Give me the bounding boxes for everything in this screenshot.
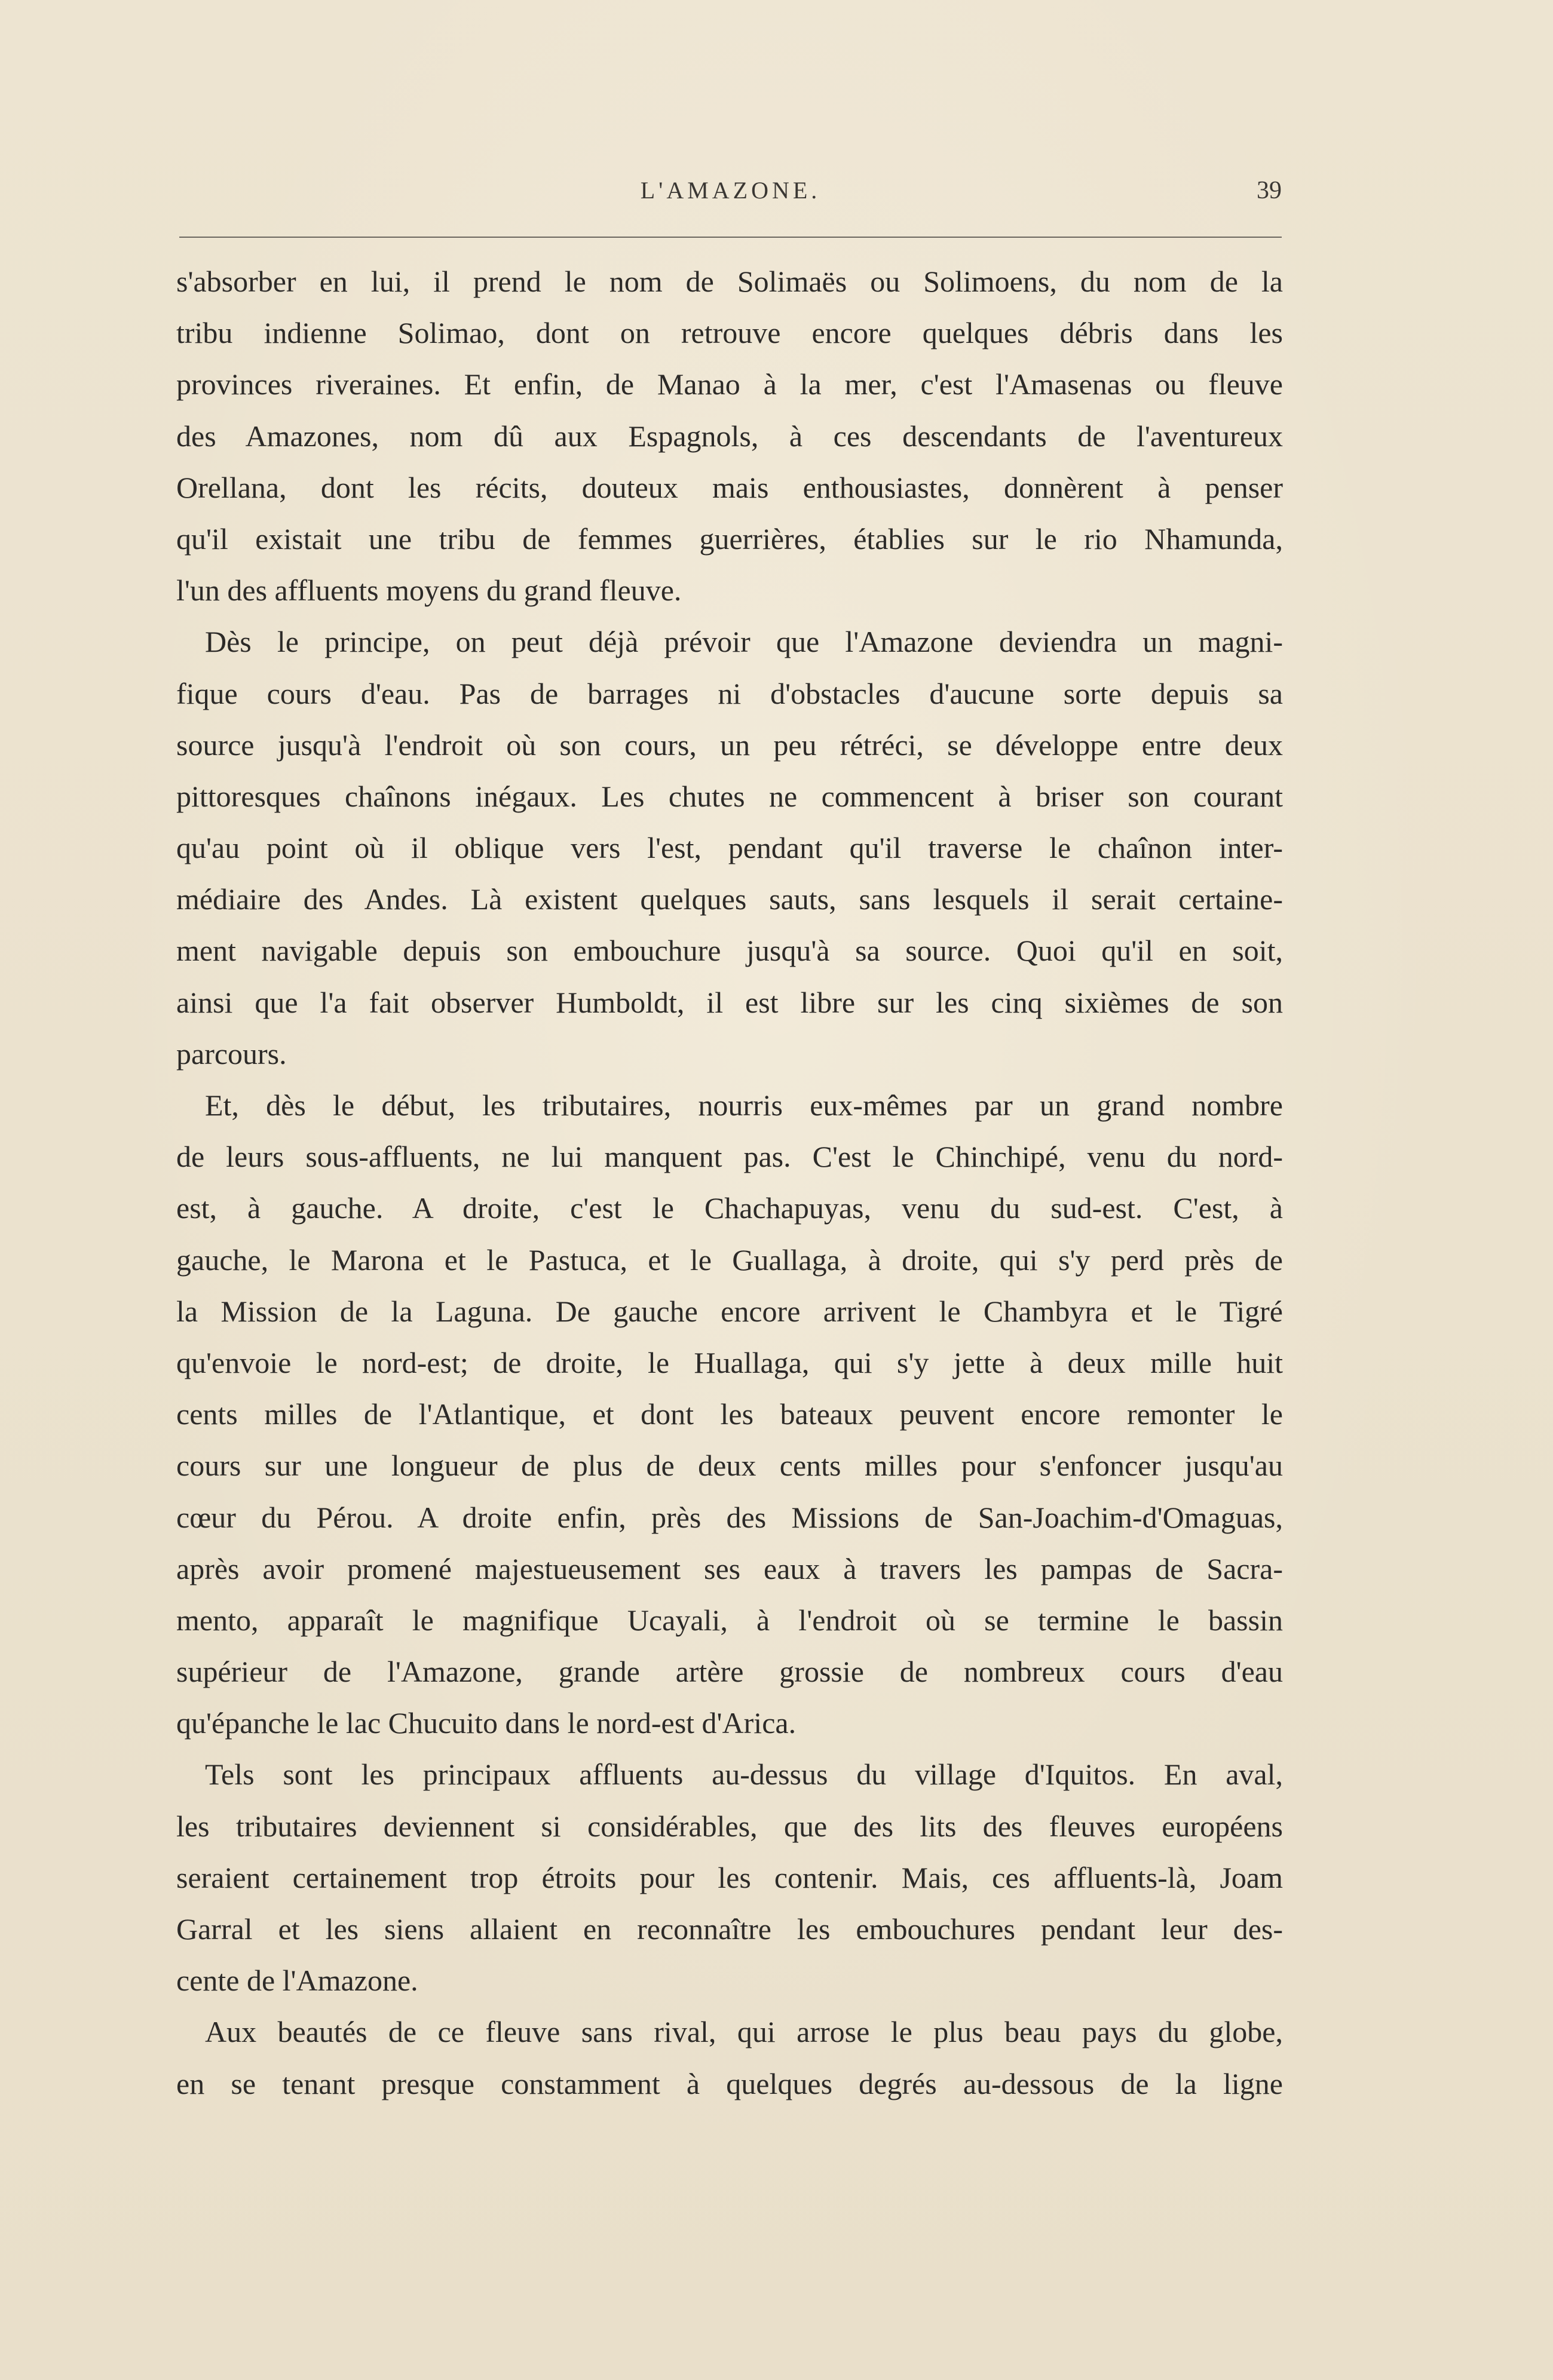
running-title: L'AMAZONE. <box>640 177 821 204</box>
text-line: qu'épanche le lac Chucuito dans le nord-est d'Arica. <box>176 1706 797 1740</box>
text-line: Orellana, dont les récits, douteux mais enthousiastes, donnèrent à penser <box>176 470 1283 504</box>
paragraph-start-line: Et, dès le début, les tributaires, nourris eux-mêmes par un grand nombre <box>205 1088 1283 1122</box>
text-line: parcours. <box>176 1036 287 1071</box>
text-line: cours sur une longueur de plus de deux cents milles pour s'enfoncer jusqu'au <box>176 1449 1283 1483</box>
page-number: 39 <box>1257 177 1282 204</box>
text-line: seraient certainement trop étroits pour les contenir. Mais, ces affluents-là, Joam <box>176 1860 1283 1894</box>
text-line: l'un des affluents moyens du grand fleuve. <box>176 573 682 608</box>
text-line: ment navigable depuis son embouchure jusqu'à sa source. Quoi qu'il en soit, <box>176 934 1283 968</box>
text-line: des Amazones, nom dû aux Espagnols, à ces descendants de l'aventureux <box>176 419 1283 453</box>
text-line: mento, apparaît le magnifique Ucayali, à l'endroit où se termine le bassin <box>176 1603 1283 1637</box>
text-line: de leurs sous-affluents, ne lui manquent pas. C'est le Chinchipé, venu du nord- <box>176 1140 1283 1174</box>
text-line: après avoir promené majestueusement ses eaux à travers les pampas de Sacra- <box>176 1551 1283 1585</box>
body-text <box>176 256 1283 2109</box>
text-line: supérieur de l'Amazone, grande artère grossie de nombreux cours d'eau <box>176 1655 1283 1689</box>
text-line: qu'au point où il oblique vers l'est, pendant qu'il traverse le chaînon inter- <box>176 831 1283 865</box>
text-line: cents milles de l'Atlantique, et dont les bateaux peuvent encore remonter le <box>176 1397 1283 1431</box>
text-line: qu'il existait une tribu de femmes guerrières, établies sur le rio Nhamunda, <box>176 522 1283 556</box>
paragraph-start-line: Aux beautés de ce fleuve sans rival, qui arrose le plus beau pays du globe, <box>205 2015 1283 2049</box>
text-line: pittoresques chaînons inégaux. Les chutes ne commencent à briser son courant <box>176 779 1283 813</box>
text-line: cœur du Pérou. A droite enfin, près des Missions de San-Joachim-d'Omaguas, <box>176 1500 1283 1534</box>
text-line: médiaire des Andes. Là existent quelques sauts, sans lesquels il serait certaine- <box>176 882 1283 916</box>
header-rule <box>179 237 1282 238</box>
text-line: les tributaires deviennent si considérables, que des lits des fleuves européens <box>176 1809 1283 1843</box>
text-line: en se tenant presque constamment à quelques degrés au-dessous de la ligne <box>176 2066 1283 2100</box>
paragraph-start-line: Dès le principe, on peut déjà prévoir que l'Amazone deviendra un magni- <box>205 625 1283 659</box>
text-line: provinces riveraines. Et enfin, de Manao à la mer, c'est l'Amasenas ou fleuve <box>176 367 1283 401</box>
text-line: ainsi que l'a fait observer Humboldt, il est libre sur les cinq sixièmes de son <box>176 985 1283 1019</box>
paragraph-start-line: Tels sont les principaux affluents au-dessus du village d'Iquitos. En aval, <box>205 1758 1283 1792</box>
text-line: s'absorber en lui, il prend le nom de Solimaës ou Solimoens, du nom de la <box>176 265 1283 298</box>
text-line: cente de l'Amazone. <box>176 1964 418 1998</box>
running-head <box>179 176 1282 212</box>
text-line: Garral et les siens allaient en reconnaître les embouchures pendant leur des- <box>176 1912 1283 1946</box>
text-line: qu'envoie le nord-est; de droite, le Huallaga, qui s'y jette à deux mille huit <box>176 1345 1283 1379</box>
text-line: la Mission de la Laguna. De gauche encore arrivent le Chambyra et le Tigré <box>176 1294 1283 1328</box>
text-line: tribu indienne Solimao, dont on retrouve encore quelques débris dans les <box>176 316 1283 350</box>
text-line: source jusqu'à l'endroit où son cours, un peu rétréci, se développe entre deux <box>176 728 1283 762</box>
text-line: gauche, le Marona et le Pastuca, et le Guallaga, à droite, qui s'y perd près de <box>176 1243 1283 1277</box>
text-line: fique cours d'eau. Pas de barrages ni d'obstacles d'aucune sorte depuis sa <box>176 676 1283 710</box>
text-line: est, à gauche. A droite, c'est le Chachapuyas, venu du sud-est. C'est, à <box>176 1191 1283 1225</box>
